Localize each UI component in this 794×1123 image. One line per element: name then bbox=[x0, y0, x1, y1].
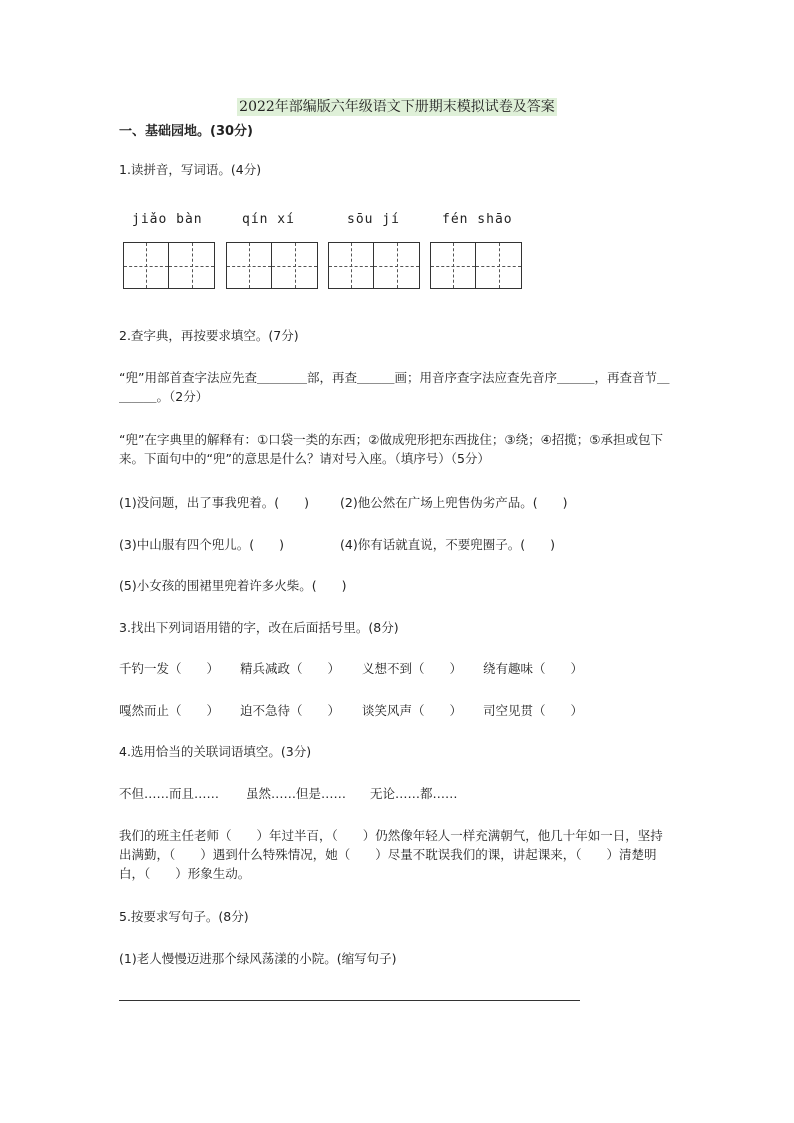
q2-sentence-2: (2)他公然在广场上兜售伪劣产品。( ) bbox=[340, 495, 568, 510]
q2-sentence-5: (5)小女孩的围裙里兜着许多火柴。( ) bbox=[119, 578, 347, 593]
section-heading: 一、基础园地。(30分) bbox=[119, 124, 253, 139]
q4-option: 虽然……但是…… bbox=[246, 786, 347, 801]
q4-option: 不但……而且…… bbox=[119, 786, 220, 801]
q2-sentence-1: (1)没问题，出了事我兜着。( ) bbox=[119, 495, 309, 510]
pinyin-2: qín xí bbox=[242, 212, 295, 227]
pinyin-4: fén shāo bbox=[442, 212, 513, 227]
question-1-label: 1.读拼音，写词语。(4分) bbox=[119, 162, 262, 177]
question-2-part-1: “兜”用部首查字法应先查＿＿＿＿部，再查＿＿＿画；用音序查字法应查先音序＿＿＿，再查音节＿＿＿＿。（2分） bbox=[119, 370, 670, 404]
q3-word: 义想不到（ ） bbox=[362, 661, 463, 676]
question-5-label: 5.按要求写句子。(8分) bbox=[119, 909, 249, 924]
page-title: 2022年部编版六年级语文下册期末模拟试卷及答案 bbox=[239, 99, 555, 115]
writing-grid-1[interactable] bbox=[123, 242, 215, 289]
q3-word: 绕有趣味（ ） bbox=[483, 661, 584, 676]
q2-sentence-4: (4)你有话就直说，不要兜圈子。( ) bbox=[340, 537, 555, 552]
q5-sentence-1: (1)老人慢慢迈进那个绿风荡漾的小院。(缩写句子) bbox=[119, 951, 397, 966]
q4-option: 无论……都…… bbox=[370, 786, 458, 801]
pinyin-3: sōu jí bbox=[347, 212, 400, 227]
question-4-text: 我们的班主任老师（ ）年过半百，（ ）仍然像年轻人一样充满朝气，他几十年如一日，坚持出满勤，（ ）遇到什么特殊情况，她（ ）尽量不耽误我们的课，讲起课来，（ ）清楚明白，（ ）形象生动。 bbox=[119, 828, 663, 881]
writing-grid-4[interactable] bbox=[430, 242, 522, 289]
question-2-label: 2.查字典，再按要求填空。(7分) bbox=[119, 328, 299, 343]
q3-word: 司空见贯（ ） bbox=[483, 703, 584, 718]
question-2-part-2: “兜”在字典里的解释有：①口袋一类的东西；②做成兜形把东西拢住；③绕；④招揽；⑤承担或包下来。下面句中的“兜”的意思是什么？请对号入座。（填序号）（5分） bbox=[119, 432, 663, 466]
writing-grid-3[interactable] bbox=[328, 242, 420, 289]
question-3-label: 3.找出下列词语用错的字，改在后面括号里。(8分) bbox=[119, 620, 399, 635]
question-4-label: 4.选用恰当的关联词语填空。(3分) bbox=[119, 744, 312, 759]
writing-grid-2[interactable] bbox=[226, 242, 318, 289]
q3-word: 迫不急待（ ） bbox=[240, 703, 341, 718]
q3-word: 嘎然而止（ ） bbox=[119, 703, 220, 718]
q3-word: 精兵减政（ ） bbox=[240, 661, 341, 676]
q2-sentence-3: (3)中山服有四个兜儿。( ) bbox=[119, 537, 284, 552]
q3-word: 千钓一发（ ） bbox=[119, 661, 220, 676]
pinyin-1: jiǎo bàn bbox=[132, 212, 203, 227]
q3-word: 谈笑风声（ ） bbox=[362, 703, 463, 718]
answer-line[interactable] bbox=[119, 1000, 580, 1001]
